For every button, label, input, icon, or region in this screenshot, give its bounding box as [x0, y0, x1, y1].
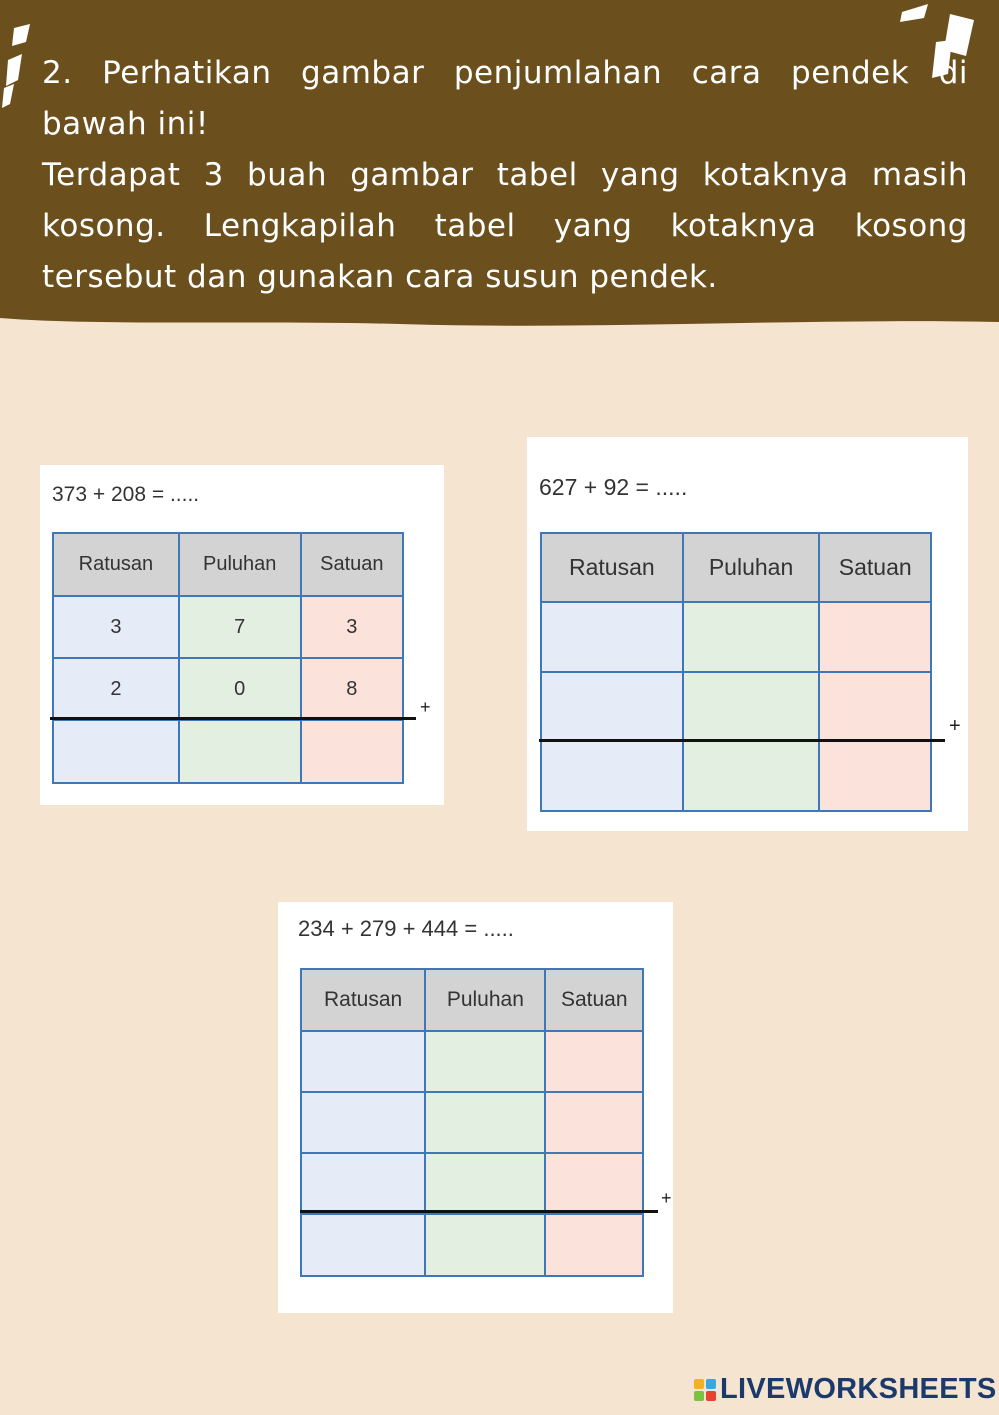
problem1-table	[52, 532, 404, 784]
header-ratusan: Ratusan	[301, 969, 425, 1031]
p1-answer-ratusan[interactable]	[53, 720, 179, 783]
instruction-text	[42, 48, 968, 303]
liveworksheets-logo-text: LIVEWORKSHEETS	[720, 1373, 997, 1405]
p3-answer-satuan[interactable]	[545, 1214, 643, 1276]
p1-row2-satuan: 8	[301, 658, 403, 720]
p3-row1-puluhan[interactable]	[425, 1031, 545, 1092]
liveworksheets-logo-icon	[694, 1379, 716, 1401]
problem3-table	[300, 968, 644, 1277]
p2-answer-puluhan[interactable]	[683, 741, 820, 811]
p1-row1-ratusan: 3	[53, 596, 179, 658]
p2-row1-puluhan[interactable]	[683, 602, 820, 672]
instruction-line2: Terdapat 3 buah gambar tabel yang kotaknya masih kosong. Lengkapilah tabel yang kotaknya kosong tersebut dan gunakan cara susun pendek.	[42, 157, 968, 295]
problem2-expression: 627 + 92 = .....	[539, 474, 688, 500]
header-ratusan: Ratusan	[541, 533, 683, 602]
header-satuan: Satuan	[301, 533, 403, 596]
p3-row3-puluhan[interactable]	[425, 1153, 545, 1214]
p1-answer-satuan[interactable]	[301, 720, 403, 783]
problem1-panel	[40, 465, 444, 805]
p3-row3-ratusan[interactable]	[301, 1153, 425, 1214]
problem1-expression: 373 + 208 = .....	[52, 483, 200, 506]
problem3-plus-sign: +	[661, 1188, 672, 1208]
p3-row2-satuan[interactable]	[545, 1092, 643, 1153]
instruction-line1: 2. Perhatikan gambar penjumlahan cara pendek di bawah ini!	[42, 55, 968, 142]
p2-answer-satuan[interactable]	[819, 741, 931, 811]
p1-row1-puluhan: 7	[179, 596, 301, 658]
p2-row2-ratusan[interactable]	[541, 672, 683, 741]
problem2-table	[540, 532, 932, 812]
p3-row2-puluhan[interactable]	[425, 1092, 545, 1153]
problem2-sum-line	[539, 739, 945, 742]
liveworksheets-logo	[694, 1373, 997, 1406]
header-puluhan: Puluhan	[179, 533, 301, 596]
problem2-panel	[527, 437, 968, 831]
p1-row2-puluhan: 0	[179, 658, 301, 720]
header-satuan: Satuan	[819, 533, 931, 602]
p1-row1-satuan: 3	[301, 596, 403, 658]
header-satuan: Satuan	[545, 969, 643, 1031]
p3-row2-ratusan[interactable]	[301, 1092, 425, 1153]
p2-row2-puluhan[interactable]	[683, 672, 820, 741]
p1-answer-puluhan[interactable]	[179, 720, 301, 783]
problem1-plus-sign: +	[420, 697, 431, 717]
p3-row1-satuan[interactable]	[545, 1031, 643, 1092]
p2-row2-satuan[interactable]	[819, 672, 931, 741]
p3-row3-satuan[interactable]	[545, 1153, 643, 1214]
header-puluhan: Puluhan	[425, 969, 545, 1031]
header-puluhan: Puluhan	[683, 533, 820, 602]
p1-row2-ratusan: 2	[53, 658, 179, 720]
p2-row1-satuan[interactable]	[819, 602, 931, 672]
header-ratusan: Ratusan	[53, 533, 179, 596]
problem1-sum-line	[50, 717, 416, 720]
p2-answer-ratusan[interactable]	[541, 741, 683, 811]
p3-answer-ratusan[interactable]	[301, 1214, 425, 1276]
instruction-banner	[0, 0, 999, 330]
p3-row1-ratusan[interactable]	[301, 1031, 425, 1092]
problem2-plus-sign: +	[949, 715, 961, 737]
problem3-expression: 234 + 279 + 444 = .....	[298, 916, 514, 941]
problem3-sum-line	[300, 1210, 658, 1213]
p3-answer-puluhan[interactable]	[425, 1214, 545, 1276]
p2-row1-ratusan[interactable]	[541, 602, 683, 672]
problem3-panel	[278, 902, 673, 1313]
